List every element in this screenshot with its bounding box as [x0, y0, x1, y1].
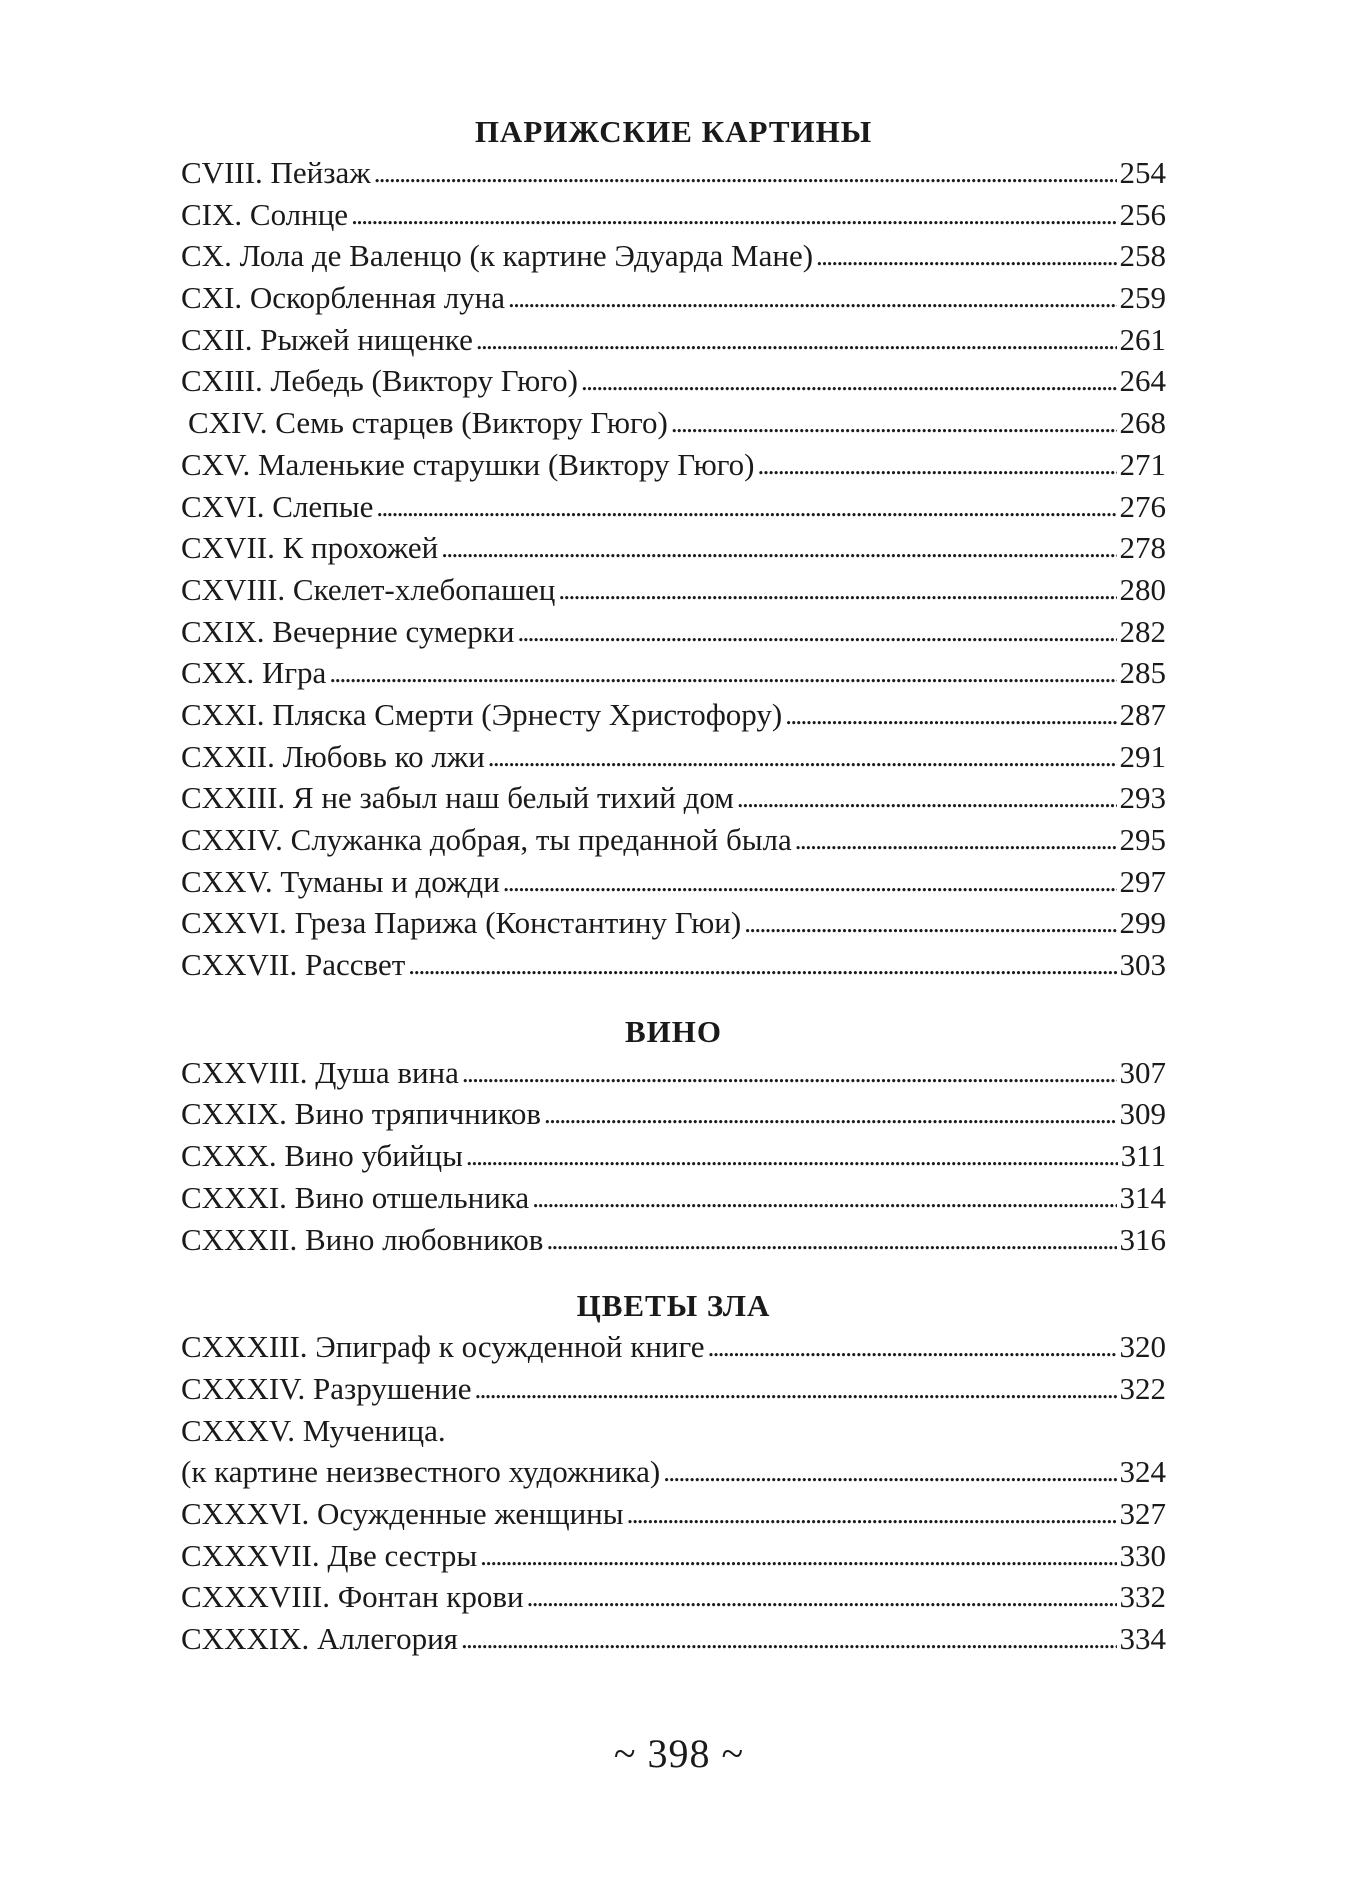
toc-entry-title: CXXIV. Служанка добрая, ты преданной была	[181, 822, 792, 857]
toc-entry	[181, 360, 1166, 402]
dot-leader	[737, 776, 1117, 820]
toc-entry-page: 256	[1119, 196, 1166, 232]
toc-entry	[181, 1093, 1166, 1135]
dot-leader	[546, 1218, 1116, 1262]
dot-leader	[476, 318, 1117, 362]
toc-entry	[181, 194, 1166, 236]
toc-entry	[181, 1177, 1166, 1219]
dot-leader	[474, 1367, 1116, 1411]
toc-entry-title: CXII. Рыжей нищенке	[181, 321, 473, 357]
toc-entry-page: 285	[1119, 655, 1166, 691]
dot-leader	[544, 1092, 1116, 1136]
toc-entry	[181, 319, 1166, 361]
dot-leader	[488, 735, 1117, 779]
toc-entry	[181, 1326, 1166, 1368]
toc-entry-page: 332	[1119, 1579, 1166, 1615]
section-title: ВИНО	[624, 1013, 722, 1049]
toc-entry-title: CXIX. Вечерние сумерки	[181, 613, 515, 649]
toc-entry-title: CX. Лола де Валенцо (к картине Эдуарда Мане)	[181, 238, 814, 274]
toc-entry-title: CXXVIII. Душа вина	[181, 1054, 459, 1090]
toc-entry	[181, 777, 1166, 819]
toc-entry-page: 330	[1119, 1537, 1166, 1573]
toc-entry	[181, 1451, 1166, 1493]
toc-entry-page: 293	[1119, 780, 1166, 816]
toc-entry-page: 303	[1119, 947, 1166, 983]
toc-entry	[181, 1368, 1166, 1410]
toc-entry-page: 311	[1120, 1138, 1166, 1174]
toc-entry	[181, 861, 1166, 903]
section-title: ПАРИЖСКИЕ КАРТИНЫ	[474, 114, 873, 149]
toc-entry	[181, 569, 1166, 611]
dot-leader	[351, 193, 1116, 237]
toc-entry	[181, 402, 1166, 444]
toc-entry-title: CXXXIX. Аллегория	[181, 1621, 458, 1656]
toc-list	[181, 1326, 1166, 1660]
dot-leader	[744, 901, 1116, 945]
toc-entry	[181, 652, 1166, 694]
toc-entry	[181, 1576, 1166, 1618]
toc-entry	[181, 527, 1166, 569]
toc-entry-title: CXXXVI. Осужденные женщины	[181, 1495, 624, 1531]
toc-entry-page: 271	[1119, 446, 1166, 482]
toc-entry-page: 291	[1119, 738, 1166, 774]
toc-entry-page: 297	[1119, 863, 1166, 899]
dot-leader	[508, 276, 1116, 320]
toc-entry	[181, 1135, 1166, 1177]
toc-list	[181, 152, 1166, 986]
toc-entry-page: 268	[1119, 405, 1166, 441]
toc-entry-page: 295	[1119, 822, 1166, 857]
toc-entry	[181, 277, 1166, 319]
toc-entry	[181, 944, 1166, 986]
dot-leader	[329, 651, 1116, 695]
toc-entry-title: CXXIX. Вино тряпичников	[181, 1096, 542, 1132]
toc-section	[181, 112, 1166, 986]
dot-leader	[517, 610, 1116, 654]
toc-entry	[181, 152, 1166, 194]
toc-entry-page: 314	[1119, 1179, 1166, 1215]
toc-entry	[181, 1493, 1166, 1535]
dot-leader	[558, 568, 1116, 612]
toc-entry-page: 309	[1119, 1096, 1166, 1132]
toc-entry-title: CXXXI. Вино отшельника	[181, 1179, 530, 1215]
toc-entry-title: CIX. Солнце	[181, 196, 349, 232]
toc-entry-page: 276	[1119, 488, 1166, 524]
dot-leader	[374, 151, 1117, 195]
toc-entry-title: CXXXII. Вино любовников	[181, 1221, 544, 1257]
dot-leader	[708, 1325, 1117, 1369]
toc-entry-page: 278	[1119, 530, 1166, 566]
dot-leader	[441, 526, 1116, 570]
toc-entry-title: CXXII. Любовь ко лжи	[181, 738, 485, 774]
toc-entry-title: CXXVII. Рассвет	[181, 947, 406, 983]
toc-entry	[181, 1052, 1166, 1094]
toc-entry-page: 322	[1119, 1370, 1166, 1406]
dot-leader	[581, 359, 1116, 403]
dot-leader	[627, 1492, 1117, 1536]
toc-entry-title: CXXXIII. Эпиграф к осужденной книге	[181, 1329, 705, 1365]
toc-entry-title: CXXIII. Я не забыл наш белый тихий дом	[181, 780, 734, 816]
toc-entry-title: CXIII. Лебедь (Виктору Гюго)	[181, 363, 579, 399]
toc-entry-page: 258	[1119, 238, 1166, 274]
toc-entry	[181, 736, 1166, 778]
toc-entry-page: 299	[1119, 905, 1166, 941]
dot-leader	[376, 485, 1116, 529]
toc-entry	[181, 902, 1166, 944]
toc-entry-title: CXVI. Слепые	[181, 488, 374, 524]
dot-leader	[663, 1450, 1116, 1494]
toc-entry-page: 261	[1119, 321, 1166, 357]
toc-entry	[181, 1618, 1166, 1660]
toc-entry-title: CXXI. Пляска Смерти (Эрнесту Христофору)	[181, 696, 783, 732]
toc-entry	[181, 235, 1166, 277]
toc-entry-page: 334	[1119, 1621, 1166, 1656]
toc-entry	[181, 1219, 1166, 1261]
dot-leader	[795, 818, 1117, 862]
toc-entry-page: 324	[1119, 1454, 1166, 1490]
toc-entry-page: 280	[1119, 571, 1166, 607]
toc-entry-page: 320	[1119, 1329, 1166, 1365]
dot-leader	[462, 1051, 1117, 1095]
toc-entry-page: 259	[1119, 280, 1166, 316]
table-of-contents	[181, 112, 1166, 1660]
toc-entry-title: CXIV. Семь старцев (Виктору Гюго)	[188, 405, 668, 441]
toc-list	[181, 1052, 1166, 1260]
toc-section	[181, 1286, 1166, 1660]
toc-entry-title: CXX. Игра	[181, 655, 327, 691]
toc-entry-title: CXXX. Вино убийцы	[181, 1138, 463, 1174]
toc-entry-title: CXVII. К прохожей	[181, 530, 439, 566]
toc-entry-page: 264	[1119, 363, 1166, 399]
toc-entry	[181, 444, 1166, 486]
dot-leader	[461, 1617, 1117, 1661]
toc-entry-title: CXXXIV. Разрушение	[181, 1370, 472, 1406]
dot-leader	[527, 1575, 1117, 1619]
toc-entry-page: 254	[1119, 155, 1166, 190]
dot-leader	[532, 1176, 1116, 1220]
dot-leader	[785, 693, 1116, 737]
toc-entry-title: CXXV. Туманы и дожди	[181, 863, 500, 899]
dot-leader	[466, 1134, 1118, 1178]
toc-entry-title: CXV. Маленькие старушки (Виктору Гюго)	[181, 446, 755, 482]
toc-entry-title: CXXXVIII. Фонтан крови	[181, 1579, 524, 1615]
toc-entry-page: 327	[1119, 1495, 1166, 1531]
page-number: ~ 398 ~	[613, 1731, 745, 1776]
toc-entry-page: 282	[1119, 613, 1166, 649]
toc-entry	[181, 1535, 1166, 1577]
dot-leader	[480, 1534, 1116, 1578]
dot-leader	[758, 443, 1117, 487]
toc-entry-title: CVIII. Пейзаж	[181, 155, 371, 190]
toc-entry-title: CXXVI. Греза Парижа (Константину Гюи)	[181, 905, 742, 941]
toc-entry-title: CXXXV. Мученица.	[181, 1412, 446, 1448]
toc-entry	[181, 611, 1166, 653]
toc-entry	[181, 819, 1166, 861]
toc-entry-title: (к картине неизвестного художника)	[181, 1454, 661, 1490]
toc-entry	[181, 486, 1166, 528]
dot-leader	[671, 401, 1117, 445]
toc-entry-title: CXVIII. Скелет-хлебопашец	[181, 571, 556, 607]
toc-entry-title: CXI. Оскорбленная луна	[181, 280, 506, 316]
toc-entry-page: 287	[1119, 696, 1166, 732]
toc-entry-page: 316	[1119, 1221, 1166, 1257]
dot-leader	[408, 943, 1116, 987]
toc-entry-page: 307	[1119, 1054, 1166, 1090]
dot-leader	[816, 234, 1116, 278]
section-title: ЦВЕТЫ ЗЛА	[576, 1288, 771, 1324]
toc-entry	[181, 694, 1166, 736]
dot-leader	[503, 860, 1117, 904]
toc-section	[181, 1012, 1166, 1260]
toc-entry-title: CXXXVII. Две сестры	[181, 1537, 478, 1573]
toc-entry	[181, 1410, 1166, 1452]
